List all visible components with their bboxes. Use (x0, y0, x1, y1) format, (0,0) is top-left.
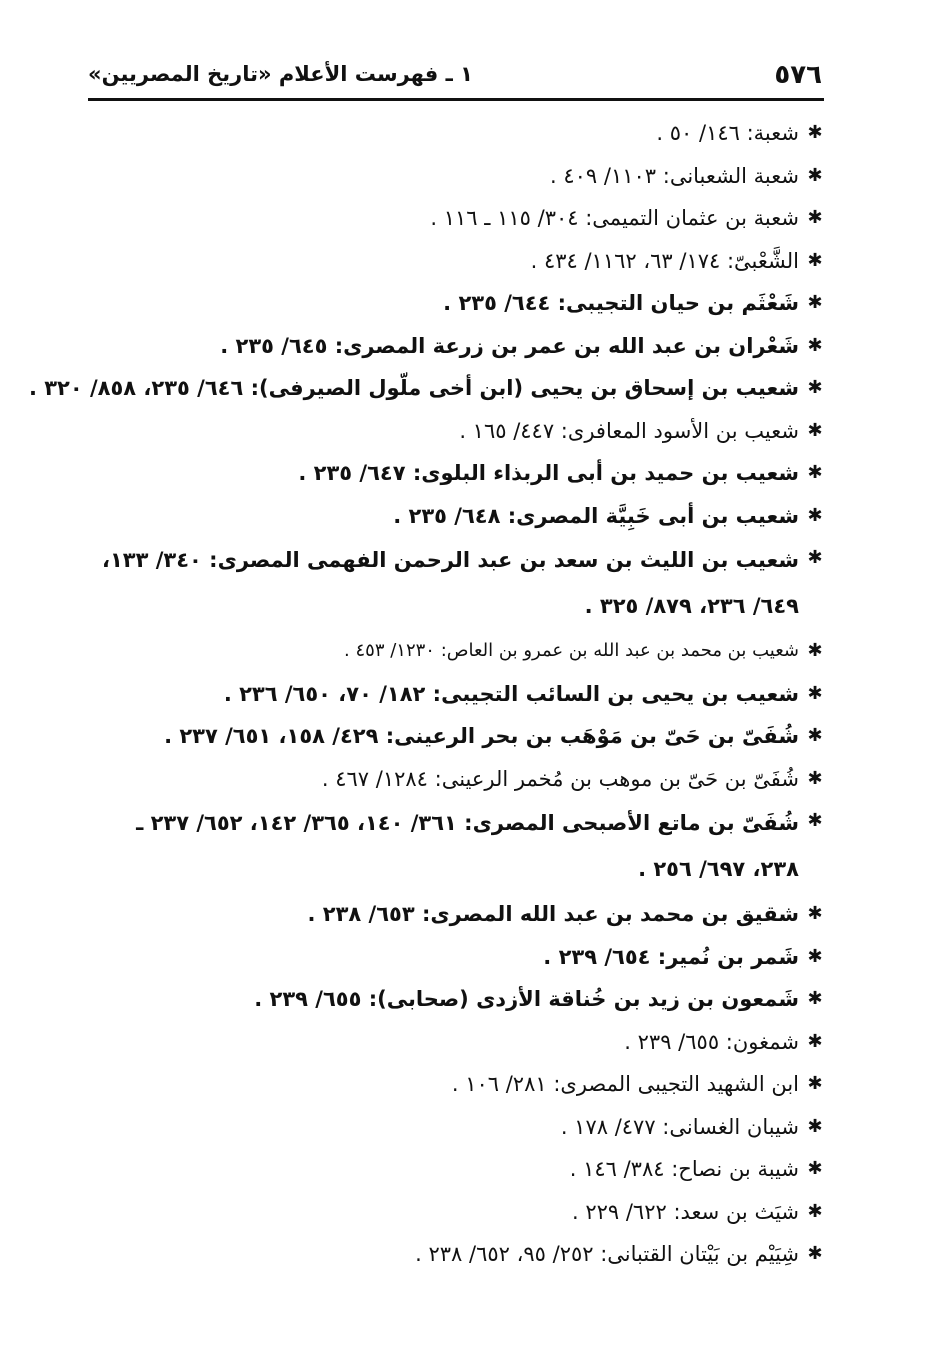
index-entry-text: شمغون: ٦٥٥/ ٢٣٩ . (624, 1029, 799, 1054)
index-entry (95, 673, 825, 716)
asterisk-bullet-icon: ✱ (807, 122, 823, 143)
index-entry (95, 1233, 825, 1276)
asterisk-bullet-icon: ✱ (807, 292, 823, 313)
index-entry-text: شَعْران بن عبد الله بن عمر بن زرعة المصرى: ٦٤٥/ ٢٣٥ . (220, 333, 799, 358)
index-entry (95, 155, 825, 198)
asterisk-bullet-icon: ✱ (807, 988, 823, 1009)
asterisk-bullet-icon: ✱ (807, 207, 823, 228)
asterisk-bullet-icon: ✱ (807, 1073, 823, 1094)
index-entry-text: شيبة بن نصاح: ٣٨٤/ ١٤٦ . (569, 1157, 799, 1181)
index-entry-text: شعبة: ١٤٦/ ٥٠ . (656, 121, 799, 145)
index-entry-text: شَمعون بن زيد بن خُناقة الأزدى (صحابى): ٦٥٥/ ٢٣٩ . (254, 987, 799, 1011)
index-entry-text: شيبان الغسانى: ٤٧٧/ ١٧٨ . (560, 1114, 799, 1139)
index-entry-text: شعيب بن إسحاق بن يحيى (ابن أخى ملّول الصيرفى): ٦٤٦/ ٢٣٥، ٨٥٨/ ٣٢٠ . (28, 376, 799, 400)
index-entry-text: شَمر بن نُمير: ٦٥٤/ ٢٣٩ . (543, 944, 799, 969)
index-entry-text: شُفَىّ بن حَىّ بن موهب بن مُخمر الرعينى: ١٢٨٤/ ٤٦٧ . (321, 766, 799, 791)
asterisk-bullet-icon: ✱ (807, 810, 823, 831)
index-entry (28, 367, 825, 410)
index-entry-text: شقيق بن محمد بن عبد الله المصرى: ٦٥٣/ ٢٣٨ . (307, 902, 799, 926)
index-entry-text: شيَث بن سعد: ٦٢٢/ ٢٢٩ . (571, 1199, 799, 1224)
index-entry (95, 282, 825, 325)
asterisk-bullet-icon: ✱ (807, 504, 823, 526)
asterisk-bullet-icon: ✱ (807, 767, 823, 789)
page-header (88, 58, 822, 94)
index-entry (95, 800, 825, 893)
index-entry-text: شَعْثَم بن حيان التجيبى: ٦٤٤/ ٢٣٥ . (443, 291, 799, 315)
index-entry-text: الشَّعْبىّ: ١٧٤/ ٦٣، ١١٦٢/ ٤٣٤ . (530, 248, 799, 273)
index-entry-text: شعبة الشعبانى: ١١٠٣/ ٤٠٩ . (549, 163, 799, 188)
asterisk-bullet-icon: ✱ (807, 1158, 823, 1179)
index-entry (95, 325, 825, 368)
index-entry-text: شعيب بن يحيى بن السائب التجيبى: ١٨٢/ ٧٠، ٦٥٠/ ٢٣٦ . (223, 681, 799, 706)
asterisk-bullet-icon: ✱ (807, 903, 823, 924)
asterisk-bullet-icon: ✱ (807, 249, 823, 271)
index-entry-text: شعيب بن حميد بن أبى الربذاء البلوى: ٦٤٧/ ٢٣٥ . (298, 461, 799, 485)
index-entry-text: شعيب بن الليث بن سعد بن عبد الرحمن الفهمى المصرى: ٣٤٠/ ١٣٣، ٦٤٩/ ٢٣٦، ٨٧٩/ ٣٢٥ . (102, 548, 799, 618)
index-entry-text: شِيَيْم بن بَيْتان القتبانى: ٢٥٢/ ٩٥، ٦٥٢/ ٢٣٨ . (415, 1242, 799, 1266)
index-entry (95, 1063, 825, 1106)
asterisk-bullet-icon: ✱ (807, 1115, 823, 1137)
asterisk-bullet-icon: ✱ (807, 462, 823, 483)
index-entry (95, 410, 825, 453)
asterisk-bullet-icon: ✱ (807, 547, 823, 568)
index-entry (95, 197, 825, 240)
asterisk-bullet-icon: ✱ (807, 377, 823, 398)
index-entry-text: شعبة بن عثمان التميمى: ٣٠٤/ ١١٥ ـ ١١٦ . (430, 206, 799, 230)
asterisk-bullet-icon: ✱ (807, 164, 823, 186)
index-entry-text: شُفَىّ بن ماتع الأصبحى المصرى: ٣٦١/ ١٤٠، ٣٦٥/ ١٤٢، ٦٥٢/ ٢٣٧ ـ ٢٣٨، ٦٩٧/ ٢٥٦ . (136, 811, 799, 881)
index-entry (95, 893, 825, 936)
index-entry-text: ابن الشهيد التجيبى المصرى: ٢٨١/ ١٠٦ . (451, 1072, 799, 1096)
asterisk-bullet-icon: ✱ (807, 725, 823, 746)
index-entry (95, 758, 825, 801)
asterisk-bullet-icon: ✱ (807, 334, 823, 356)
asterisk-bullet-icon: ✱ (807, 1243, 823, 1264)
index-entry (95, 715, 825, 758)
index-entry (95, 1148, 825, 1191)
index-entry (95, 112, 825, 155)
index-entry-text: شعيب بن الأسود المعافرى: ٤٤٧/ ١٦٥ . (459, 418, 799, 443)
index-entry (95, 1021, 825, 1064)
index-entry-text: شعيب بن محمد بن عبد الله بن عمرو بن العاص: ١٢٣٠/ ٤٥٣ . (344, 640, 799, 661)
asterisk-bullet-icon: ✱ (807, 640, 823, 661)
index-entry-text: شُفَىّ بن حَىّ بن مَوْهَب بن بحر الرعينى: ٤٢٩/ ١٥٨، ٦٥١/ ٢٣٧ . (164, 724, 799, 748)
index-entry-text: شعيب بن أبى خَبِيَّة المصرى: ٦٤٨/ ٢٣٥ . (393, 503, 799, 528)
index-entry (95, 495, 825, 538)
index-entry (95, 936, 825, 979)
index-entries-list (28, 112, 825, 1276)
index-entry (95, 537, 825, 630)
header-rule (88, 98, 824, 101)
running-title: ١ ـ فهرست الأعلام «تاريخ المصريين» (88, 62, 473, 86)
index-entry (95, 1106, 825, 1149)
index-entry (95, 1191, 825, 1234)
index-entry (95, 240, 825, 283)
asterisk-bullet-icon: ✱ (807, 945, 823, 967)
asterisk-bullet-icon: ✱ (807, 682, 823, 704)
index-entry (95, 630, 825, 673)
asterisk-bullet-icon: ✱ (807, 419, 823, 441)
index-entry (95, 978, 825, 1021)
asterisk-bullet-icon: ✱ (807, 1030, 823, 1052)
asterisk-bullet-icon: ✱ (807, 1200, 823, 1222)
index-entry (95, 452, 825, 495)
page-number: ٥٧٦ (774, 60, 822, 90)
